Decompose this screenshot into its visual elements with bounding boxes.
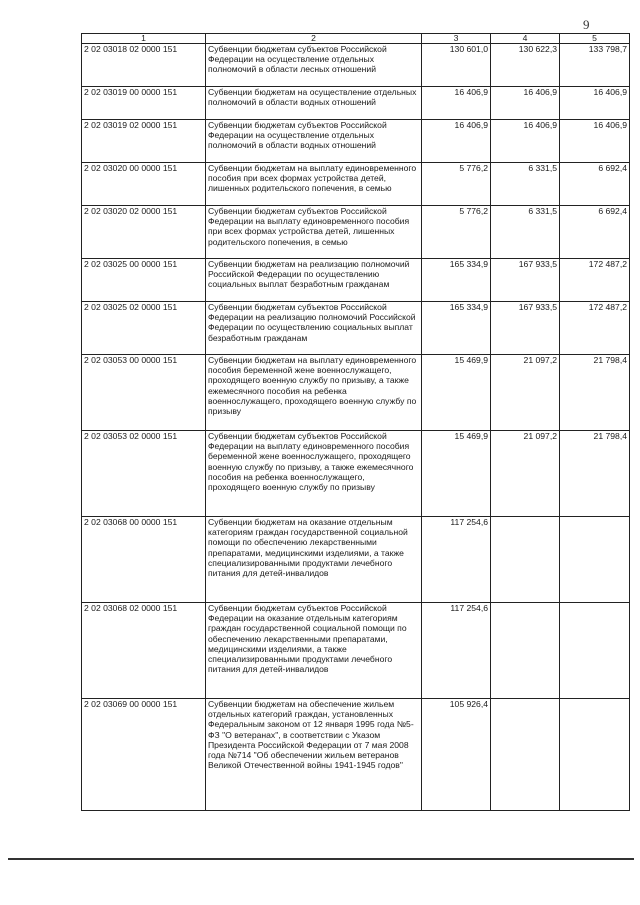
value-col5 (560, 517, 630, 603)
row-description: Субвенции бюджетам субъектов Российской Федерации на осуществление отдельных полномочий в области водных отношений (206, 120, 422, 163)
value-col5: 21 798,4 (560, 355, 630, 431)
budget-table (81, 33, 630, 811)
column-header: 5 (560, 34, 630, 44)
value-col4: 167 933,5 (491, 302, 560, 355)
value-col4 (491, 699, 560, 811)
value-col4: 21 097,2 (491, 431, 560, 517)
value-col4: 21 097,2 (491, 355, 560, 431)
row-code: 2 02 03025 02 0000 151 (82, 302, 206, 355)
value-col3: 5 776,2 (422, 206, 491, 259)
column-header: 2 (206, 34, 422, 44)
value-col4: 167 933,5 (491, 259, 560, 302)
column-header: 4 (491, 34, 560, 44)
value-col5 (560, 699, 630, 811)
table-row (82, 355, 630, 431)
value-col5: 16 406,9 (560, 87, 630, 120)
row-description: Субвенции бюджетам субъектов Российской Федерации на реализацию полномочий Российской Федерации по осуществлению социальных выплат безработным гражданам (206, 302, 422, 355)
row-description: Субвенции бюджетам на оказание отдельным категориям граждан государственной социальной помощи по обеспечению лекарственными препаратами, медицинскими изделиями, а также специализированными продуктами лечебного питания для детей-инвалидов (206, 517, 422, 603)
row-description: Субвенции бюджетам субъектов Российской Федерации на оказание отдельным категориям граждан государственной социальной помощи по обеспечению лекарственными препаратами, медицинскими изделиями, а также специализированными продуктами лечебного питания для детей-инвалидов (206, 603, 422, 699)
value-col4: 6 331,5 (491, 206, 560, 259)
value-col5: 6 692,4 (560, 206, 630, 259)
value-col3: 117 254,6 (422, 603, 491, 699)
value-col5: 16 406,9 (560, 120, 630, 163)
value-col3: 165 334,9 (422, 259, 491, 302)
row-description: Субвенции бюджетам на реализацию полномочий Российской Федерации по осуществлению социальных выплат безработным гражданам (206, 259, 422, 302)
table-row (82, 206, 630, 259)
table-row (82, 259, 630, 302)
table-row (82, 163, 630, 206)
value-col3: 130 601,0 (422, 44, 491, 87)
value-col4: 16 406,9 (491, 87, 560, 120)
row-code: 2 02 03019 02 0000 151 (82, 120, 206, 163)
value-col3: 105 926,4 (422, 699, 491, 811)
row-description: Субвенции бюджетам субъектов Российской Федерации на выплату единовременного пособия беременной жене военнослужащего, проходящего военную службу по призыву, а также ежемесячного пособия на ребенка военнослужащего, проходящего военную службу по призыву (206, 431, 422, 517)
row-code: 2 02 03068 02 0000 151 (82, 603, 206, 699)
value-col3: 16 406,9 (422, 120, 491, 163)
value-col3: 15 469,9 (422, 355, 491, 431)
table-row (82, 44, 630, 87)
row-code: 2 02 03068 00 0000 151 (82, 517, 206, 603)
value-col3: 117 254,6 (422, 517, 491, 603)
table-row (82, 302, 630, 355)
value-col5: 172 487,2 (560, 302, 630, 355)
table-row (82, 699, 630, 811)
row-description: Субвенции бюджетам на выплату единовременного пособия при всех формах устройства детей, лишенных родительского попечения, в семью (206, 163, 422, 206)
value-col4 (491, 517, 560, 603)
row-code: 2 02 03025 00 0000 151 (82, 259, 206, 302)
row-code: 2 02 03053 02 0000 151 (82, 431, 206, 517)
row-code: 2 02 03020 00 0000 151 (82, 163, 206, 206)
table-row (82, 87, 630, 120)
table-header-row (82, 34, 630, 44)
value-col3: 16 406,9 (422, 87, 491, 120)
page-number: 9 (583, 17, 590, 32)
table-row (82, 603, 630, 699)
column-header: 3 (422, 34, 491, 44)
value-col4: 6 331,5 (491, 163, 560, 206)
value-col5: 6 692,4 (560, 163, 630, 206)
row-description: Субвенции бюджетам субъектов Российской Федерации на осуществление отдельных полномочий в области лесных отношений (206, 44, 422, 87)
row-description: Субвенции бюджетам на осуществление отдельных полномочий в области водных отношений (206, 87, 422, 120)
value-col5: 172 487,2 (560, 259, 630, 302)
table-row (82, 517, 630, 603)
row-description: Субвенции бюджетам на обеспечение жильем отдельных категорий граждан, установленных Федеральным законом от 12 января 1995 года №5-ФЗ "О ветеранах", в соответствии с Указом Президента Российской Федерации от 7 мая 2008 года №714 "Об обеспечении жильем ветеранов Великой Отечественной войны 1941-1945 годов" (206, 699, 422, 811)
value-col3: 165 334,9 (422, 302, 491, 355)
row-code: 2 02 03018 02 0000 151 (82, 44, 206, 87)
value-col4 (491, 603, 560, 699)
row-code: 2 02 03020 02 0000 151 (82, 206, 206, 259)
value-col3: 15 469,9 (422, 431, 491, 517)
row-code: 2 02 03019 00 0000 151 (82, 87, 206, 120)
bottom-scan-line (8, 858, 634, 860)
value-col5: 21 798,4 (560, 431, 630, 517)
value-col4: 16 406,9 (491, 120, 560, 163)
table-row (82, 120, 630, 163)
table-row (82, 431, 630, 517)
row-code: 2 02 03069 00 0000 151 (82, 699, 206, 811)
value-col5: 133 798,7 (560, 44, 630, 87)
row-code: 2 02 03053 00 0000 151 (82, 355, 206, 431)
column-header: 1 (82, 34, 206, 44)
value-col5 (560, 603, 630, 699)
row-description: Субвенции бюджетам на выплату единовременного пособия беременной жене военнослужащего, проходящего военную службу по призыву, а также ежемесячного пособия на ребенка военнослужащего, проходящего военную службу по призыву (206, 355, 422, 431)
value-col3: 5 776,2 (422, 163, 491, 206)
value-col4: 130 622,3 (491, 44, 560, 87)
row-description: Субвенции бюджетам субъектов Российской Федерации на выплату единовременного пособия при всех формах устройства детей, лишенных родительского попечения, в семью (206, 206, 422, 259)
